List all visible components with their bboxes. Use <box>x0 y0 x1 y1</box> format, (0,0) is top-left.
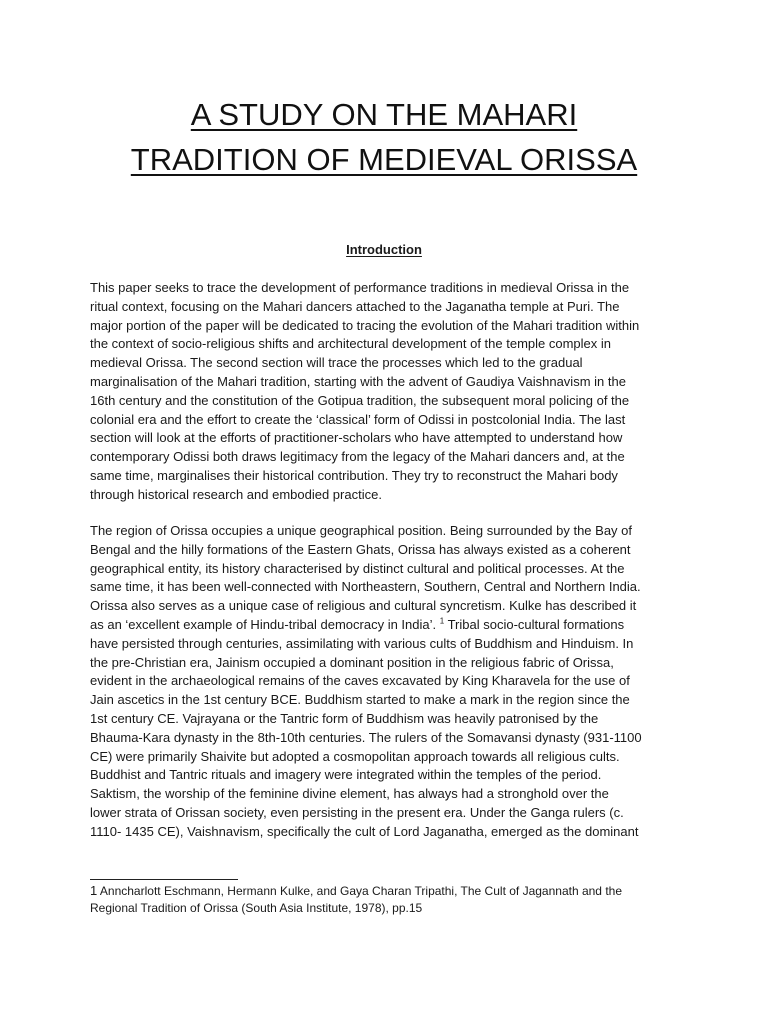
paragraph-line: contemporary Odissi both draws legitimacy from the legacy of the Mahari dancers and, at the <box>90 449 625 465</box>
paragraph-2 <box>90 522 690 842</box>
paragraph-line: 16th century and the constitution of the Gotipua tradition, the subsequent moral policing of the <box>90 392 630 408</box>
footnote-text: Anncharlott Eschmann, Hermann Kulke, and Gaya Charan Tripathi, The Cult of Jagannath and the <box>97 884 622 898</box>
paragraph-line: ritual context, focusing on the Mahari dancers attached to the Jaganatha temple at Puri. The <box>90 298 620 314</box>
paragraph-text: Tribal socio-cultural formations <box>444 616 625 632</box>
paragraph-line-with-footnote <box>90 616 690 635</box>
footnote-line-2: Regional Tradition of Orissa (South Asia Institute, 1978), pp.15 <box>90 900 423 915</box>
paragraph-line: geographical entity, its history characterised by distinct cultural and political processes. At the <box>90 560 625 576</box>
paragraph-line: Bengal and the hilly formations of the Eastern Ghats, Orissa has always existed as a coherent <box>90 541 631 557</box>
paragraph-line: through historical research and embodied practice. <box>90 486 382 502</box>
paragraph-line: marginalisation of the Mahari tradition, starting with the advent of Gaudiya Vaishnavism in the <box>90 373 626 389</box>
footnote <box>90 883 690 916</box>
paragraph-line: have persisted through centuries, assimilating with various cults of Buddhism and Hinduism. In <box>90 635 634 651</box>
paragraph-line: 1st century CE. Vajrayana or the Tantric form of Buddhism was heavily patronised by the <box>90 710 599 726</box>
paragraph-line: Buddhist and Tantric rituals and imagery were integrated within the temples of the period. <box>90 767 602 783</box>
title-line-2: TRADITION OF MEDIEVAL ORISSA <box>130 142 638 177</box>
paragraph-line: the pre-Christian era, Jainism occupied a dominant position in the religious fabric of Orissa, <box>90 654 614 670</box>
paragraph-1 <box>90 279 690 505</box>
paragraph-line: the context of socio-religious shifts and architectural development of the temple complex in <box>90 336 611 352</box>
paragraph-line: major portion of the paper will be dedicated to tracing the evolution of the Mahari tradition within <box>90 317 640 333</box>
paragraph-line: same time, it has been well-connected with Northeastern, Southern, Central and Northern India. <box>90 579 641 595</box>
paragraph-line: The region of Orissa occupies a unique geographical position. Being surrounded by the Bay of <box>90 523 633 538</box>
footnote-line-1 <box>90 883 690 900</box>
section-heading-introduction: Introduction <box>346 242 422 257</box>
paragraph-line: evident in the archaeological remains of the caves excavated by King Kharavela for the use of <box>90 673 630 689</box>
footnote-reference[interactable]: 1 <box>439 616 445 626</box>
paragraph-line: colonial era and the effort to create the ‘classical’ form of Odissi in postcolonial India. The last <box>90 411 626 427</box>
paragraph-line: same time, marginalises their historical contribution. They try to reconstruct the Mahari body <box>90 467 618 483</box>
paragraph-line: Orissa also serves as a unique case of religious and cultural syncretism. Kulke has described it <box>90 598 637 614</box>
paragraph-line: Jain ascetics in the 1st century BCE. Buddhism started to make a mark in the region since the <box>90 692 630 708</box>
paragraph-line: medieval Orissa. The second section will trace the processes which led to the gradual <box>90 355 583 371</box>
paragraph-text: as an ‘excellent example of Hindu-tribal democracy in India’. <box>90 616 437 632</box>
footnote-number: 1 <box>90 883 98 898</box>
paragraph-line: Saktism, the worship of the feminine divine element, has always had a stronghold over the <box>90 786 609 802</box>
paragraph-line: Bhauma-Kara dynasty in the 8th-10th centuries. The rulers of the Somavansi dynasty (931-1100 <box>90 729 642 745</box>
footnote-divider <box>90 879 238 880</box>
paragraph-line: 1110- 1435 CE), Vaishnavism, specifically the cult of Lord Jaganatha, emerged as the dominant <box>90 823 639 839</box>
paper-title <box>60 92 708 182</box>
paragraph-line: section will look at the efforts of practitioner-scholars who have attempted to understand how <box>90 430 623 446</box>
paragraph-line: CE) were primarily Shaivite but adopted a cosmopolitan approach towards all religious cults. <box>90 748 620 764</box>
paragraph-line: lower strata of Orissan society, even persisting in the present era. Under the Ganga rulers (c. <box>90 804 624 820</box>
paragraph-line: This paper seeks to trace the development of performance traditions in medieval Orissa in the <box>90 280 630 295</box>
title-line-1: A STUDY ON THE MAHARI <box>190 97 578 132</box>
